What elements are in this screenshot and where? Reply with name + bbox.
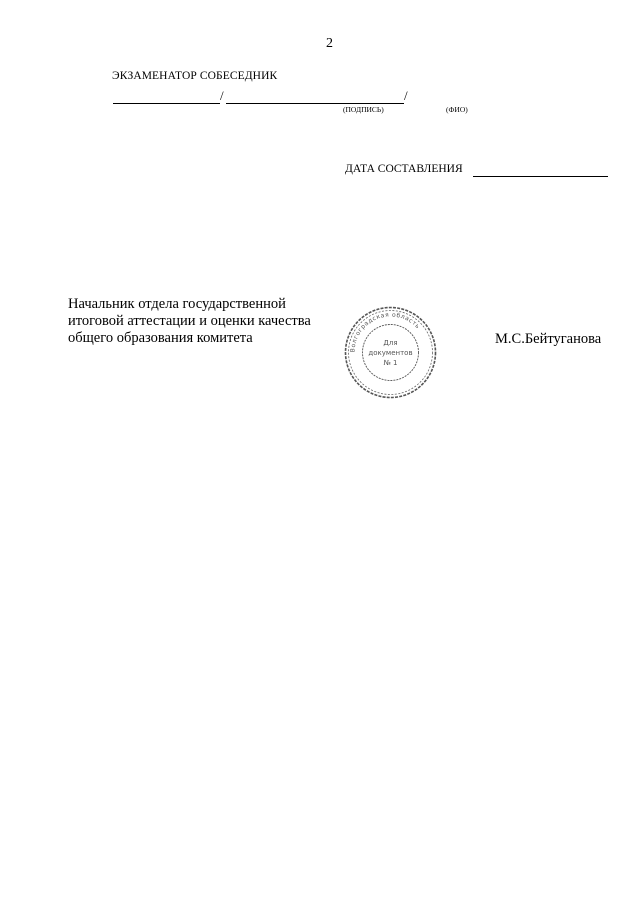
date-label: ДАТА СОСТАВЛЕНИЯ: [345, 163, 463, 175]
name-caption: (ФИО): [446, 105, 468, 114]
signatory-position: [68, 296, 311, 347]
signatory-name: М.С.Бейтуганова: [495, 331, 602, 347]
slash-separator: /: [220, 88, 224, 103]
name-line: [226, 103, 404, 104]
signature-caption: (ПОДПИСЬ): [343, 105, 384, 114]
examiner-label: ЭКЗАМЕНАТОР СОБЕСЕДНИК: [112, 70, 278, 82]
stamp-line: Для: [383, 339, 398, 347]
official-stamp: [343, 305, 438, 400]
position-line: итоговой аттестации и оценки качества: [68, 313, 311, 329]
stamp-line: № 1: [383, 359, 398, 367]
position-line: Начальник отдела государственной: [68, 296, 286, 312]
stamp-ring-text: Волгоградская область: [349, 311, 422, 353]
stamp-seal-icon: [343, 305, 438, 400]
signature-line: [113, 103, 220, 104]
stamp-line: документов: [368, 349, 413, 357]
slash-separator-end: /: [404, 88, 408, 103]
date-line: [473, 176, 608, 177]
page-number: 2: [326, 36, 333, 51]
position-line: общего образования комитета: [68, 330, 253, 346]
